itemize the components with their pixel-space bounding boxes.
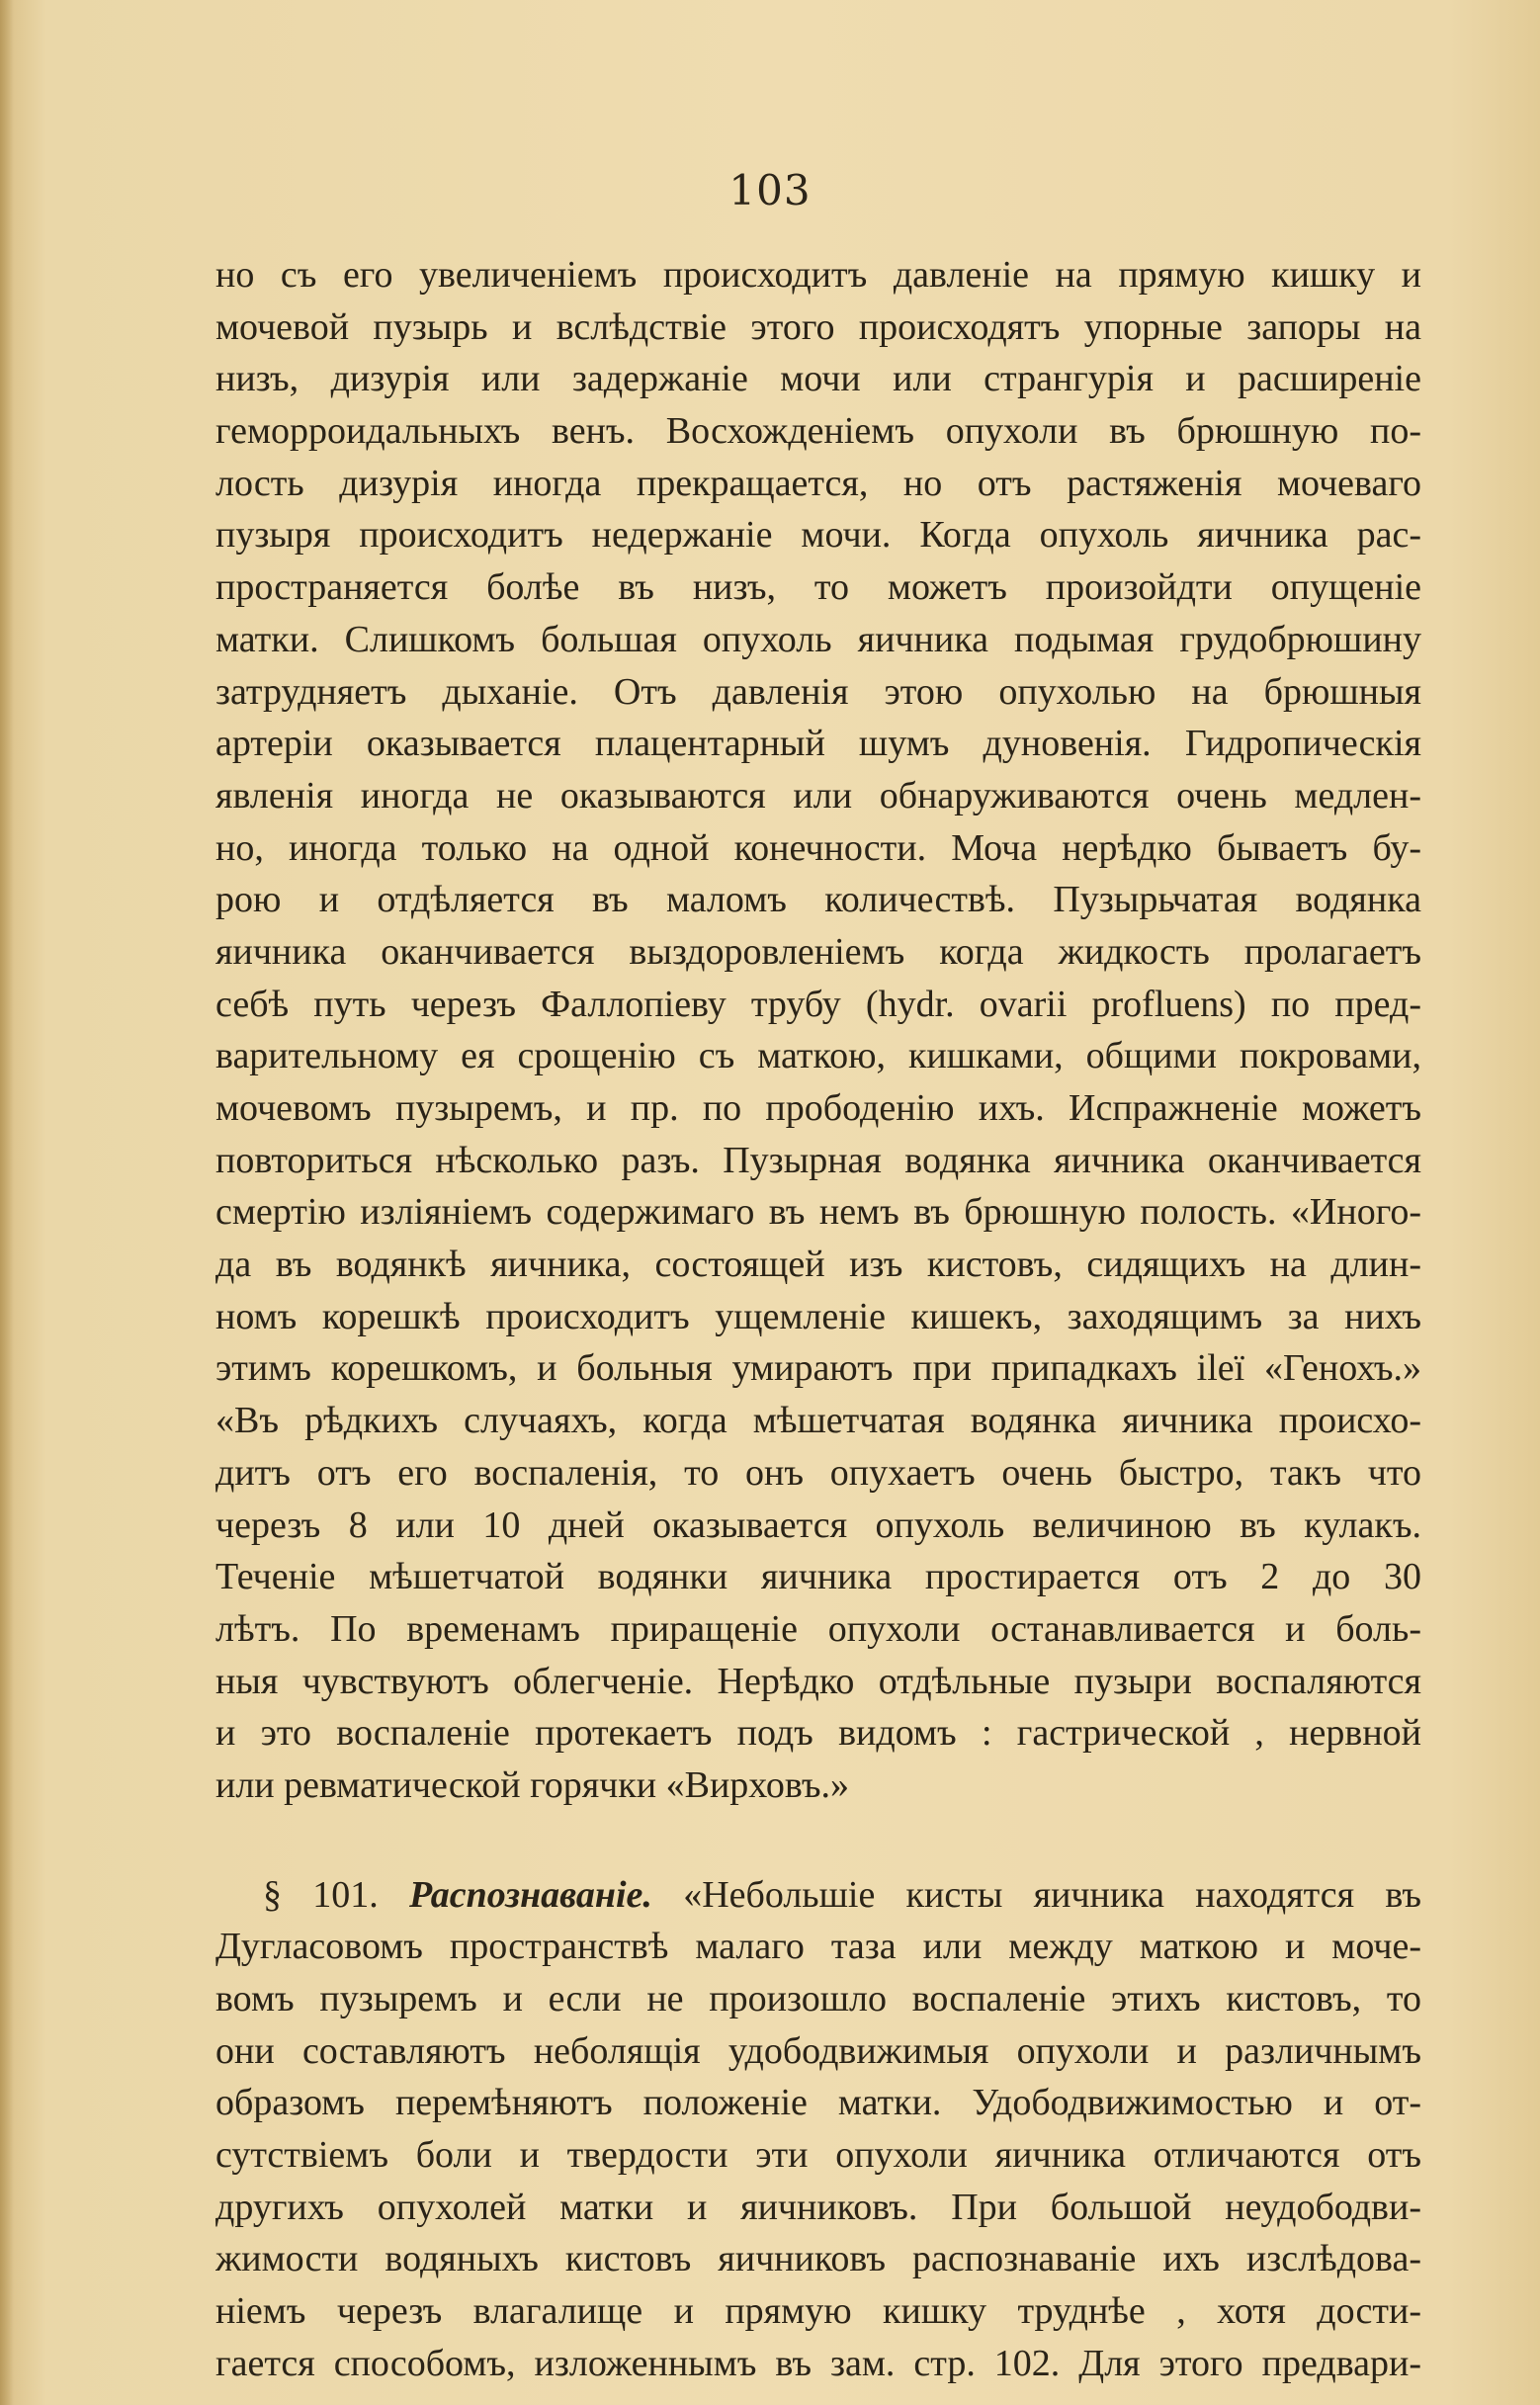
text-line: варительному ея срощенію съ маткою, кишками, общими покровами, <box>215 1035 1421 1077</box>
section-number: § 101. <box>263 1873 379 1916</box>
text-line: лѣтъ. По временамъ приращеніе опухоли останавливается и боль- <box>215 1607 1421 1650</box>
page-text <box>215 249 1421 2390</box>
text-line: рою и отдѣляется въ маломъ количествѣ. Пузырьчатая водянка <box>215 879 1421 921</box>
text-line: смертію изліяніемъ содержимаго въ немъ въ брюшную полость. «Иного- <box>215 1191 1421 1234</box>
text-line: черезъ 8 или 10 дней оказывается опухоль величиною въ кулакъ. <box>215 1503 1421 1546</box>
text-line: Теченіе мѣшетчатой водянки яичника простирается отъ 2 до 30 <box>215 1556 1421 1598</box>
text-line: ніемъ черезъ влагалище и прямую кишку труднѣе , хотя дости- <box>215 2290 1421 2333</box>
text-line: другихъ опухолей матки и яичниковъ. При большой неудободви- <box>215 2186 1421 2228</box>
text-line: дитъ отъ его воспаленія, то онъ опухаетъ очень быстро, такъ что <box>215 1451 1421 1494</box>
text-line: мочевой пузырь и вслѣдствіе этого происходятъ упорные запоры на <box>215 305 1421 348</box>
text-line: артеріи оказывается плацентарный шумъ дуновенія. Гидропическія <box>215 723 1421 765</box>
paragraph-1 <box>215 249 1421 1812</box>
text-line: геморроидальныхъ венъ. Восхожденіемъ опухоли въ брюшную по- <box>215 410 1421 453</box>
text-line: этимъ корешкомъ, и больныя умираютъ при припадкахъ ileï «Генохъ.» <box>215 1347 1421 1390</box>
section-heading: Распознаваніе. <box>409 1873 652 1916</box>
text-line: затрудняетъ дыханіе. Отъ давленія этою опухолью на брюшныя <box>215 670 1421 713</box>
text-line: явленія иногда не оказываются или обнаруживаются очень медлен- <box>215 774 1421 816</box>
text-line: гается способомъ, изложеннымъ въ зам. стр. 102. Для этого предвари- <box>215 2342 1421 2384</box>
text-line: да въ водянкѣ яичника, состоящей изъ кистовъ, сидящихъ на длин- <box>215 1244 1421 1286</box>
text-line: лость дизурія иногда прекращается, но отъ растяженія мочеваго <box>215 462 1421 504</box>
text-line: жимости водяныхъ кистовъ яичниковъ распознаваніе ихъ изслѣдова- <box>215 2238 1421 2280</box>
section-first-line-text: «Небольшіе кисты яичника находятся въ <box>683 1873 1421 1916</box>
text-line: повториться нѣсколько разъ. Пузырная водянка яичника оканчивается <box>215 1139 1421 1181</box>
text-line: «Въ рѣдкихъ случаяхъ, когда мѣшетчатая водянка яичника происхо- <box>215 1400 1421 1442</box>
text-line: Дугласовомъ пространствѣ малаго таза или между маткою и моче- <box>215 1926 1421 1968</box>
page-number: 103 <box>728 166 812 215</box>
section-101 <box>215 1869 1421 2390</box>
text-line: себѣ путь черезъ Фаллопіеву трубу (hydr. ovarii profluens) по пред- <box>215 983 1421 1025</box>
page-edge-shadow <box>0 0 14 2405</box>
text-line: ныя чувствуютъ облегченіе. Нерѣдко отдѣльные пузыри воспаляются <box>215 1660 1421 1702</box>
text-line: матки. Слишкомъ большая опухоль яичника подымая грудобрюшину <box>215 618 1421 660</box>
paragraph-gap <box>215 1812 1421 1869</box>
text-line: мочевомъ пузыремъ, и пр. по прободенію ихъ. Испражненіе можетъ <box>215 1087 1421 1129</box>
text-line: пузыря происходитъ недержаніе мочи. Когда опухоль яичника рас- <box>215 514 1421 557</box>
section-heading-line <box>215 1869 1421 1922</box>
text-line: сутствіемъ боли и твердости эти опухоли яичника отличаются отъ <box>215 2134 1421 2177</box>
text-line: пространяется болѣе въ низъ, то можетъ произойдти опущеніе <box>215 566 1421 609</box>
text-line: низъ, дизурія или задержаніе мочи или странгурія и расширеніе <box>215 358 1421 400</box>
text-line: вомъ пузыремъ и если не произошло воспаленіе этихъ кистовъ, то <box>215 1978 1421 2019</box>
text-line: яичника оканчивается выздоровленіемъ когда жидкость пролагаетъ <box>215 930 1421 973</box>
text-line: но, иногда только на одной конечности. Моча нерѣдко бываетъ бу- <box>215 826 1421 869</box>
text-line: они составляютъ неболящія удободвижимыя опухоли и различнымъ <box>215 2029 1421 2072</box>
section-text <box>215 1921 1421 2389</box>
text-line: и это воспаленіе протекаетъ подъ видомъ : гастрической , нервной <box>215 1712 1421 1755</box>
text-line: но съ его увеличеніемъ происходитъ давленіе на прямую кишку и <box>215 254 1421 296</box>
text-line: или ревматической горячки «Вирховъ.» <box>215 1763 849 1806</box>
text-line: номъ корешкѣ происходитъ ущемленіе кишекъ, заходящимъ за нихъ <box>215 1295 1421 1337</box>
text-line: образомъ перемѣняютъ положеніе матки. Удободвижимостью и от- <box>215 2082 1421 2124</box>
